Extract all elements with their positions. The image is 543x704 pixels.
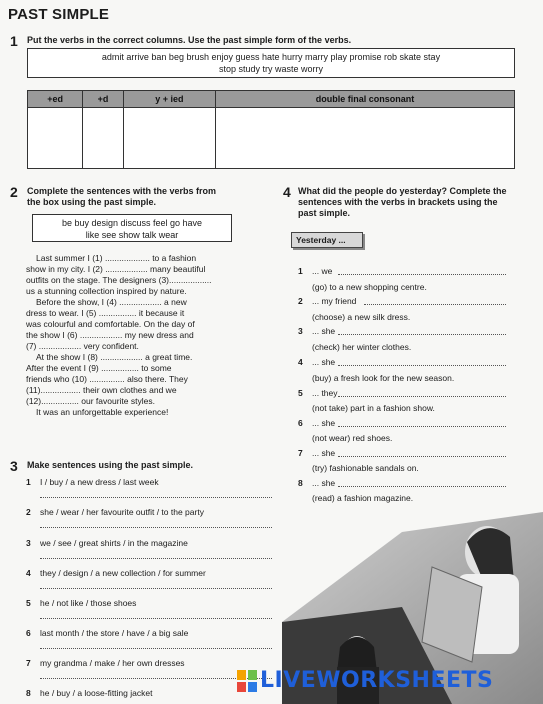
exercise-3-item: 8 he / buy / a loose-fitting jacket (26, 688, 153, 698)
liveworksheets-logo-icon (237, 670, 257, 692)
answer-cell-ied[interactable] (123, 108, 215, 169)
answer-line[interactable] (40, 618, 272, 619)
answer-cell-d[interactable] (83, 108, 124, 169)
exercise-1-verb-box (27, 48, 515, 78)
column-header: +ed (28, 91, 83, 108)
answer-line[interactable] (40, 588, 272, 589)
exercise-4-item-rest: (buy) a fresh look for the new season. (312, 373, 455, 383)
exercise-4-item-rest: (check) her winter clothes. (312, 342, 412, 352)
answer-cell-double[interactable] (215, 108, 514, 169)
exercise-4-item: 1 ... we (298, 266, 333, 276)
answer-line[interactable] (338, 274, 506, 275)
exercise-4-item-rest: (read) a fashion magazine. (312, 493, 414, 503)
exercise-4-item: 5 ... they (298, 388, 338, 398)
answer-line[interactable] (338, 365, 506, 366)
exercise-2-text: Last summer I (1) ................... to a fashion show in my city. I (2) .................. many beautiful outfits on the stage. The designers (3).................. us a stunning collection inspired by nature. Before the show, I (4) .................. a new dress to wear. I (5) ................ it because it was colourful and comfortable. On the day of the show I (6) .................. my new dress and (7) .................. very confident. At the show I (8) .................. a great time. After the event I (9) ................ to some friends who (10) ............... also there. They (11)................. their own clothes and we (12)................ our favourite styles. It was an unforgettable experience! (26, 253, 212, 417)
exercise-4-item-rest: (go) to a new shopping centre. (312, 282, 427, 292)
exercise-4-item: 3 ... she (298, 326, 336, 336)
exercise-3-item: 7 my grandma / make / her own dresses (26, 658, 185, 668)
answer-line[interactable] (40, 497, 272, 498)
exercise-4-item: 6 ... she (298, 418, 336, 428)
answer-cell-ed[interactable] (28, 108, 83, 169)
column-header: +d (83, 91, 124, 108)
exercise-1-instruction: Put the verbs in the correct columns. Use the past simple form of the verbs. (27, 35, 352, 45)
exercise-4-number: 4 (283, 184, 291, 200)
exercise-4-item: 7 ... she (298, 448, 336, 458)
answer-line[interactable] (338, 486, 506, 487)
exercise-4-item: 8 ... she (298, 478, 336, 488)
answer-line[interactable] (40, 527, 272, 528)
exercise-2-number: 2 (10, 184, 18, 200)
verb-columns-table (27, 90, 515, 169)
column-header: y + ied (123, 91, 215, 108)
exercise-4-instruction: What did the people do yesterday? Complete the sentences with the verbs in brackets using the past simple. (298, 186, 507, 218)
yesterday-label: Yesterday ... (291, 232, 363, 248)
exercise-3-instruction: Make sentences using the past simple. (27, 460, 194, 470)
liveworksheets-watermark[interactable]: LIVEWORKSHEETS (260, 668, 494, 693)
exercise-4-item-rest: (choose) a new silk dress. (312, 312, 411, 322)
column-header: double final consonant (215, 91, 514, 108)
verb-box-line-2: stop study try waste worry (218, 64, 324, 74)
exercise-3-item: 4 they / design / a new collection / for summer (26, 568, 206, 578)
exercise-3-item: 1 I / buy / a new dress / last week (26, 477, 159, 487)
exercise-4-item-rest: (not take) part in a fashion show. (312, 403, 435, 413)
answer-line[interactable] (338, 426, 506, 427)
answer-line[interactable] (338, 334, 506, 335)
exercise-1-number: 1 (10, 33, 18, 49)
exercise-4-item-rest: (not wear) red shoes. (312, 433, 393, 443)
exercise-3-item: 2 she / wear / her favourite outfit / to the party (26, 507, 204, 517)
exercise-2-verb-box: be buy design discuss feel go have like see show talk wear (32, 214, 232, 242)
exercise-2-instruction: Complete the sentences with the verbs from the box using the past simple. (27, 186, 217, 207)
exercise-3-item: 3 we / see / great shirts / in the magazine (26, 538, 188, 548)
exercise-3-item: 5 he / not like / those shoes (26, 598, 137, 608)
answer-line[interactable] (40, 558, 272, 559)
exercise-3-item: 6 last month / the store / have / a big sale (26, 628, 189, 638)
verb-box-line-1: admit arrive ban beg brush enjoy guess hate hurry marry play promise rob skate stay (101, 52, 441, 62)
answer-line[interactable] (338, 396, 506, 397)
exercise-4-item: 2 ... my friend (298, 296, 357, 306)
answer-line[interactable] (338, 456, 506, 457)
page-title: PAST SIMPLE (8, 6, 110, 23)
exercise-3-number: 3 (10, 458, 18, 474)
exercise-4-item-rest: (try) fashionable sandals on. (312, 463, 419, 473)
exercise-4-item: 4 ... she (298, 357, 336, 367)
answer-line[interactable] (364, 304, 506, 305)
answer-line[interactable] (40, 648, 272, 649)
